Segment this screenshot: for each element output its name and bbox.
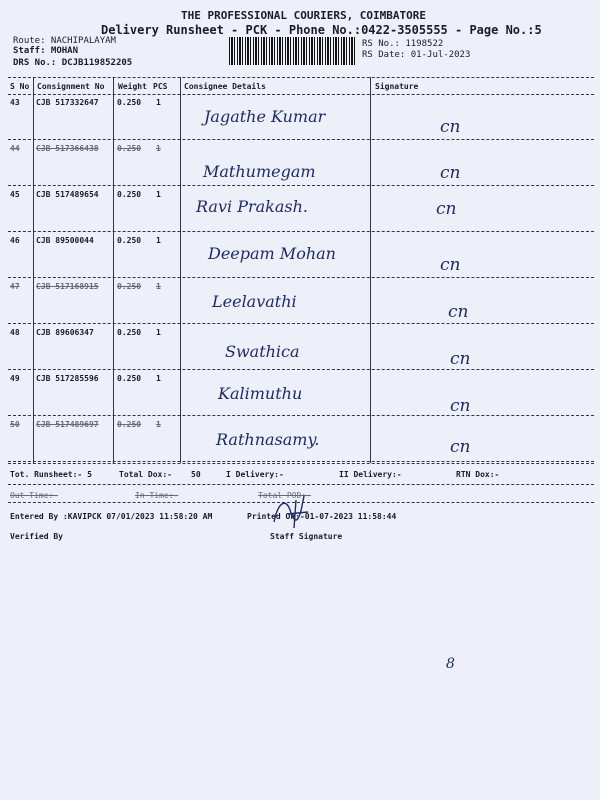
row-divider (8, 415, 594, 416)
row-sno: 49 (10, 374, 20, 383)
col-sno: S No (10, 82, 30, 91)
row-pcs: 1 (156, 144, 161, 153)
page-mark: 8 (446, 656, 455, 672)
row-divider (8, 185, 594, 186)
row-signature: cn (440, 117, 461, 137)
row-divider (8, 461, 594, 462)
total-dox-label: Total Dox:- (119, 470, 172, 479)
barcode (229, 37, 357, 65)
rtn-dox: RTN Dox:- (456, 470, 500, 479)
row-consignee-handwritten: Ravi Prakash. (196, 197, 308, 216)
row-divider (8, 369, 594, 370)
total-dox-value: 50 (191, 470, 201, 479)
row-signature: cn (440, 163, 461, 183)
row-weight: 0.250 (117, 98, 142, 107)
row-consignee-handwritten: Leelavathi (212, 292, 297, 311)
row-weight: 0.250 (117, 328, 142, 337)
staff-signature-label: Staff Signature (270, 532, 343, 541)
i-delivery: I Delivery:- (226, 470, 284, 479)
row-weight: 0.250 (117, 374, 142, 383)
total-pod: Total POD:- (258, 491, 311, 500)
row-consignment: CJB 517489654 (36, 190, 99, 199)
row-signature: cn (436, 199, 457, 219)
row-consignment: CJB 517332647 (36, 98, 99, 107)
row-signature: cn (450, 396, 471, 416)
in-time: In Time:- (135, 491, 179, 500)
divider (8, 94, 594, 95)
row-consignment: CJB 89500044 (36, 236, 94, 245)
row-sno: 47 (10, 282, 20, 291)
staff-signature-scribble (268, 492, 318, 532)
divider (8, 77, 594, 78)
row-consignee-handwritten: Mathumegam (203, 162, 316, 181)
column-rule (180, 77, 181, 463)
row-signature: cn (450, 437, 471, 457)
out-time: Out Time:- (10, 491, 59, 500)
row-pcs: 1 (156, 374, 161, 383)
row-sno: 48 (10, 328, 20, 337)
company-title: THE PROFESSIONAL COURIERS, COIMBATORE (181, 9, 427, 22)
divider (8, 484, 594, 485)
col-weight: Weight (118, 82, 147, 91)
runsheet-title: Delivery Runsheet - PCK - Phone No.:0422-3505555 - Page No.:5 (101, 23, 542, 37)
row-divider (8, 277, 594, 278)
row-signature: cn (440, 255, 461, 275)
row-sno: 45 (10, 190, 20, 199)
row-pcs: 1 (156, 98, 161, 107)
row-weight: 0.250 (117, 420, 142, 429)
staff-label: Staff: MOHAN (13, 46, 79, 56)
row-pcs: 1 (156, 328, 161, 337)
row-pcs: 1 (156, 190, 161, 199)
row-weight: 0.250 (117, 236, 142, 245)
row-consignee-handwritten: Jagathe Kumar (204, 107, 326, 126)
row-signature: cn (450, 349, 471, 369)
printed-on: Printed On:-01-07-2023 11:58:44 (247, 512, 397, 521)
divider (8, 463, 594, 464)
rs-number: RS No.: 1198522 (362, 39, 444, 49)
row-consignment: CJB 517489697 (36, 420, 99, 429)
row-sno: 44 (10, 144, 20, 153)
row-pcs: 1 (156, 236, 161, 245)
total-runsheet: Tot. Runsheet:- 5 (10, 470, 92, 479)
row-pcs: 1 (156, 420, 161, 429)
row-divider (8, 323, 594, 324)
column-rule (33, 77, 34, 463)
row-consignee-handwritten: Kalimuthu (218, 384, 303, 403)
row-consignment: CJB 517366438 (36, 144, 99, 153)
row-divider (8, 231, 594, 232)
row-weight: 0.250 (117, 282, 142, 291)
col-consignment: Consignment No (37, 82, 105, 91)
verified-by: Verified By (10, 532, 63, 541)
entered-by: Entered By :KAVIPCK 07/01/2023 11:58:20 AM (10, 512, 213, 521)
row-consignment: CJB 517168915 (36, 282, 99, 291)
col-consignee: Consignee Details (184, 82, 266, 91)
row-signature: cn (448, 302, 469, 322)
row-consignee-handwritten: Swathica (225, 342, 300, 361)
row-sno: 46 (10, 236, 20, 245)
row-pcs: 1 (156, 282, 161, 291)
col-pcs: PCS (153, 82, 168, 91)
ii-delivery: II Delivery:- (339, 470, 402, 479)
rs-date: RS Date: 01-Jul-2023 (362, 50, 471, 60)
row-consignee-handwritten: Rathnasamy. (216, 430, 320, 449)
row-consignment: CJB 89606347 (36, 328, 94, 337)
row-consignment: CJB 517285596 (36, 374, 99, 383)
row-weight: 0.250 (117, 190, 142, 199)
column-rule (370, 77, 371, 463)
row-divider (8, 139, 594, 140)
drs-number: DRS No.: DCJB119852205 (13, 58, 133, 68)
column-rule (113, 77, 114, 463)
route-label: Route: NACHIPALAYAM (13, 36, 116, 46)
row-consignee-handwritten: Deepam Mohan (208, 244, 336, 263)
row-sno: 50 (10, 420, 20, 429)
row-sno: 43 (10, 98, 20, 107)
col-signature: Signature (375, 82, 419, 91)
row-weight: 0.250 (117, 144, 142, 153)
